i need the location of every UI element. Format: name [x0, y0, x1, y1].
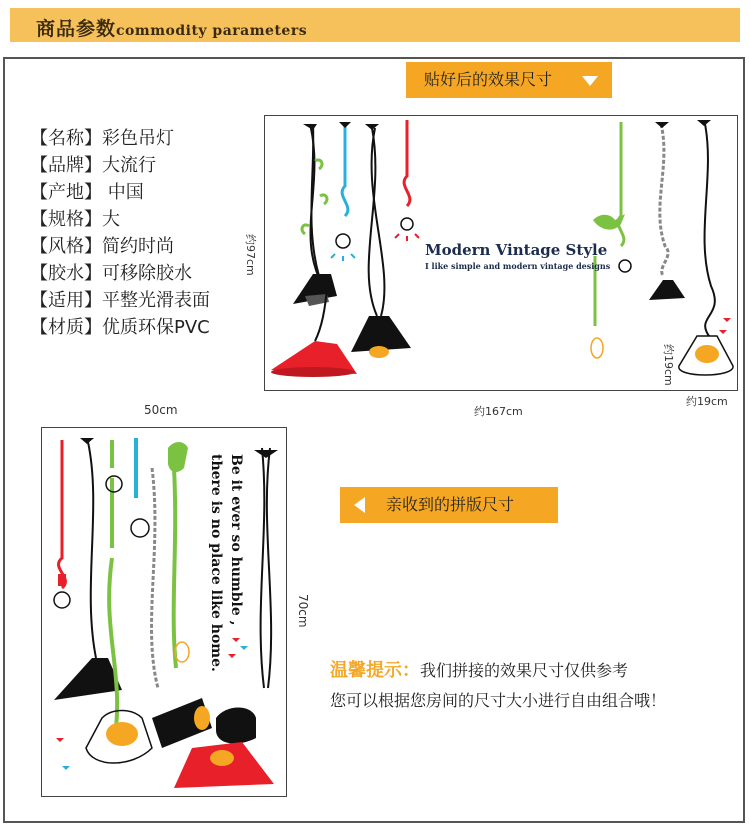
param-value: 平整光滑表面 [102, 290, 210, 311]
param-row-material [30, 314, 210, 341]
preview-height-label: 约97cm [244, 234, 257, 276]
param-value: 中国 [102, 182, 144, 203]
param-key: 【品牌】 [30, 155, 102, 176]
param-value: 优质环保PVC [102, 317, 210, 338]
header-banner [10, 8, 740, 42]
received-size-tag [340, 487, 558, 523]
param-row-glue [30, 260, 210, 287]
sticker-sheet-image [41, 427, 287, 797]
banner-title-en: commodity parameters [116, 23, 308, 39]
param-key: 【名称】 [30, 128, 102, 149]
preview-small-height-label: 约19cm [662, 344, 675, 386]
preview-width-label: 约167cm [474, 405, 523, 418]
sheet-height-label: 70cm [296, 594, 310, 628]
preview-subline: I like simple and modern vintage designs [425, 261, 611, 271]
tip-text-2: 您可以根据您房间的尺寸大小进行自由组合哦！ [330, 691, 667, 710]
param-row-brand [30, 152, 210, 179]
param-row-spec [30, 206, 210, 233]
param-row-origin [30, 179, 210, 206]
param-row-name [30, 125, 210, 152]
arrow-down-icon [582, 76, 598, 86]
param-row-surface [30, 287, 210, 314]
param-value: 可移除胶水 [102, 263, 192, 284]
param-value: 简约时尚 [102, 236, 174, 257]
tip-text-1: 我们拼接的效果尺寸仅供参考 [420, 661, 629, 680]
param-key: 【材质】 [30, 317, 102, 338]
banner-title [36, 14, 307, 41]
banner-title-cn: 商品参数 [36, 18, 117, 40]
sheet-width-label: 50cm [144, 403, 178, 417]
preview-headline: Modern Vintage Style [425, 241, 608, 259]
preview-small-width-label: 约19cm [686, 395, 728, 408]
param-row-style [30, 233, 210, 260]
param-key: 【风格】 [30, 236, 102, 257]
received-size-label: 亲收到的拼版尺寸 [386, 495, 515, 514]
param-key: 【规格】 [30, 209, 102, 230]
applied-preview-image [244, 115, 738, 391]
sticker-sheet-illustration [42, 428, 288, 798]
param-value: 大流行 [102, 155, 156, 176]
param-value: 大 [102, 209, 120, 230]
after-paste-size-label: 贴好后的效果尺寸 [424, 70, 553, 89]
tip-line-1 [330, 656, 666, 686]
param-list [30, 125, 210, 341]
param-key: 【胶水】 [30, 263, 102, 284]
param-key: 【产地】 [30, 182, 102, 203]
sheet-quote-line-2: there is no place like home. [208, 454, 224, 672]
after-paste-size-tag [406, 62, 612, 98]
param-value: 彩色吊灯 [102, 128, 174, 149]
tip-note [330, 656, 666, 716]
tip-label: 温馨提示： [330, 660, 420, 681]
param-key: 【适用】 [30, 290, 102, 311]
arrow-left-icon [354, 497, 365, 513]
sheet-quote-line-1: Be it ever so humble , [228, 454, 244, 626]
